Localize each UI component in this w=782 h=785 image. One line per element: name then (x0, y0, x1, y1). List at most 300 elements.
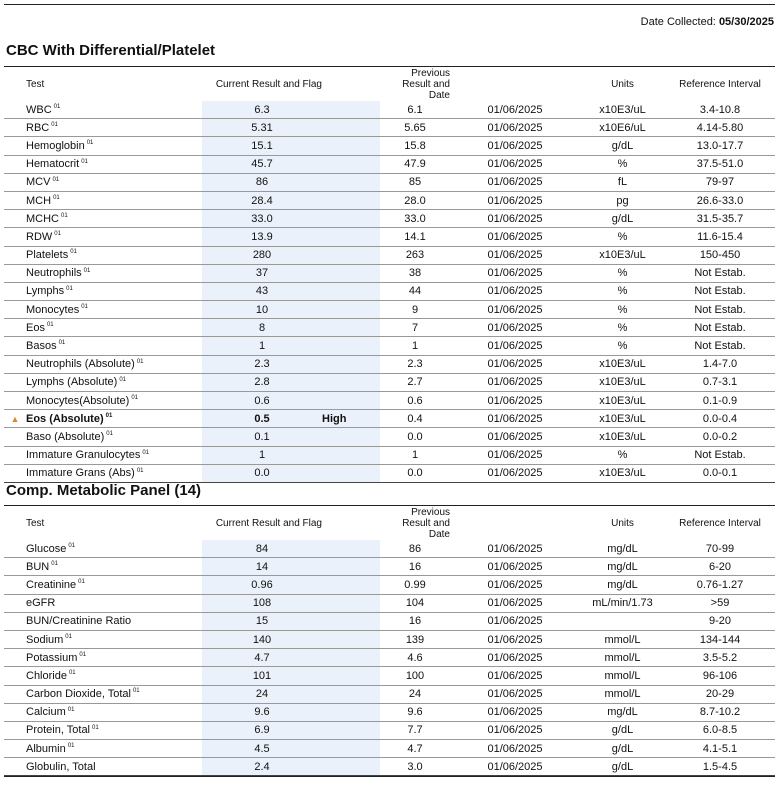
test-name (26, 282, 202, 300)
flag-icon (4, 667, 26, 685)
previous-result: 9 (380, 301, 450, 319)
units: g/dL (580, 721, 665, 739)
previous-date: 01/06/2025 (450, 301, 580, 319)
results-body (4, 101, 775, 482)
test-name (26, 649, 202, 667)
units: fL (580, 173, 665, 191)
table-header-row (4, 507, 775, 540)
lab-code: 01 (132, 688, 140, 695)
units: g/dL (580, 137, 665, 155)
header-reference: Reference Interval (679, 518, 761, 529)
top-rule (4, 4, 775, 5)
previous-result: 1 (380, 337, 450, 355)
current-result: 2.3 (202, 355, 322, 373)
units: % (580, 264, 665, 282)
test-name (26, 428, 202, 446)
lab-code: 01 (70, 249, 77, 256)
test-label: Hematocrit (26, 158, 80, 171)
current-result: 28.4 (202, 191, 322, 209)
table-row (4, 246, 775, 264)
reference-interval: Not Estab. (665, 337, 775, 355)
table-row (4, 594, 775, 612)
test-name (26, 410, 202, 428)
current-result: 4.5 (202, 740, 322, 758)
result-flag (322, 667, 380, 685)
results-table-cmp (4, 507, 775, 776)
header-test: Test (26, 518, 45, 529)
flag-icon (4, 392, 26, 410)
test-name (26, 630, 202, 648)
current-result: 45.7 (202, 155, 322, 173)
lab-code: 01 (58, 340, 66, 347)
previous-result: 1 (380, 446, 450, 464)
table-row (4, 446, 775, 464)
test-label: Lymphs (26, 285, 65, 298)
previous-result: 5.65 (380, 119, 450, 137)
test-label: Sodium (26, 633, 64, 646)
lab-code: 01 (81, 158, 88, 165)
table-row (4, 210, 775, 228)
units: x10E6/uL (580, 119, 665, 137)
current-result: 0.96 (202, 576, 322, 594)
table-row (4, 612, 775, 630)
test-name (26, 594, 202, 612)
test-name (26, 667, 202, 685)
flag-icon (4, 464, 26, 482)
previous-result: 33.0 (380, 210, 450, 228)
reference-interval: 20-29 (665, 685, 775, 703)
lab-code: 01 (61, 213, 68, 220)
reference-interval: 31.5-35.7 (665, 210, 775, 228)
test-name (26, 101, 202, 119)
header-units: Units (611, 518, 634, 529)
result-flag (322, 319, 380, 337)
lab-code: 01 (53, 194, 60, 201)
previous-result: 2.3 (380, 355, 450, 373)
test-label: Creatinine (26, 578, 77, 591)
flag-icon (4, 337, 26, 355)
header-units: Units (611, 79, 634, 90)
reference-interval: 1.5-4.5 (665, 758, 775, 776)
test-name (26, 155, 202, 173)
flag-icon (4, 101, 26, 119)
previous-date: 01/06/2025 (450, 282, 580, 300)
reference-interval: >59 (665, 594, 775, 612)
previous-date: 01/06/2025 (450, 703, 580, 721)
test-name (26, 210, 202, 228)
flag-icon (4, 191, 26, 209)
previous-result: 15.8 (380, 137, 450, 155)
table-row (4, 703, 775, 721)
flag-icon (4, 355, 26, 373)
units: % (580, 228, 665, 246)
units: mg/dL (580, 540, 665, 558)
section-title-cbc: CBC With Differential/Platelet (6, 42, 216, 59)
units: g/dL (580, 210, 665, 228)
test-name (26, 301, 202, 319)
result-flag (322, 246, 380, 264)
test-name (26, 721, 202, 739)
test-label: MCH (26, 194, 52, 207)
previous-result: 16 (380, 558, 450, 576)
test-label: Basos (26, 340, 57, 353)
test-name (26, 576, 202, 594)
test-label: Neutrophils (26, 267, 82, 280)
result-flag (322, 137, 380, 155)
current-result: 37 (202, 264, 322, 282)
table-row (4, 410, 775, 428)
current-result: 280 (202, 246, 322, 264)
test-label: Hemoglobin (26, 139, 85, 152)
previous-result: 7 (380, 319, 450, 337)
flag-icon (4, 282, 26, 300)
units: g/dL (580, 758, 665, 776)
reference-interval: 13.0-17.7 (665, 137, 775, 155)
result-flag (322, 594, 380, 612)
units: pg (580, 191, 665, 209)
header-reference: Reference Interval (679, 79, 761, 90)
lab-code: 01 (52, 176, 60, 183)
previous-result: 3.0 (380, 758, 450, 776)
current-result: 14 (202, 558, 322, 576)
reference-interval: 79-97 (665, 173, 775, 191)
lab-code: 01 (67, 743, 75, 749)
table-row (4, 173, 775, 191)
test-label: BUN/Creatinine Ratio (26, 615, 132, 628)
result-flag (322, 373, 380, 391)
test-name (26, 758, 202, 776)
result-flag (322, 282, 380, 300)
result-flag (322, 228, 380, 246)
table-row (4, 464, 775, 482)
previous-result: 44 (380, 282, 450, 300)
previous-result: 263 (380, 246, 450, 264)
result-flag (322, 685, 380, 703)
lab-code: 01 (136, 467, 144, 474)
previous-result: 139 (380, 630, 450, 648)
reference-interval: 4.1-5.1 (665, 740, 775, 758)
current-result: 15 (202, 612, 322, 630)
lab-code: 01 (92, 724, 99, 731)
table-row (4, 191, 775, 209)
test-name (26, 355, 202, 373)
results-table-cbc (4, 68, 775, 483)
flag-icon (4, 264, 26, 282)
result-flag (322, 355, 380, 373)
previous-result: 38 (380, 264, 450, 282)
test-label: RBC (26, 121, 50, 134)
test-label: Globulin, Total (26, 760, 96, 773)
flag-icon (4, 428, 26, 446)
test-name (26, 685, 202, 703)
test-name (26, 319, 202, 337)
flag-icon (4, 630, 26, 648)
previous-result: 0.99 (380, 576, 450, 594)
previous-result: 28.0 (380, 191, 450, 209)
section-rule (4, 505, 775, 506)
current-result: 2.4 (202, 758, 322, 776)
units: % (580, 301, 665, 319)
table-row (4, 540, 775, 558)
header-current: Current Result and Flag (215, 79, 322, 90)
previous-date: 01/06/2025 (450, 355, 580, 373)
test-name (26, 337, 202, 355)
previous-date: 01/06/2025 (450, 464, 580, 482)
test-label: BUN (26, 560, 50, 573)
previous-result: 0.4 (380, 410, 450, 428)
lab-code: 01 (105, 413, 113, 420)
reference-interval: 0.0-0.1 (665, 464, 775, 482)
lab-code: 01 (68, 670, 76, 677)
flag-icon (4, 210, 26, 228)
previous-date: 01/06/2025 (450, 246, 580, 264)
reference-interval: 0.7-3.1 (665, 373, 775, 391)
table-row (4, 228, 775, 246)
current-result: 0.6 (202, 392, 322, 410)
test-label: Immature Grans (Abs) (26, 467, 135, 480)
lab-code: 01 (51, 122, 58, 129)
lab-code: 01 (67, 706, 75, 713)
result-flag (322, 758, 380, 776)
header-previous: Previous Result and Date (402, 68, 450, 101)
previous-result: 24 (380, 685, 450, 703)
flag-icon (4, 685, 26, 703)
previous-date: 01/06/2025 (450, 410, 580, 428)
test-name (26, 264, 202, 282)
table-row (4, 630, 775, 648)
test-label: Eos (Absolute) (26, 412, 104, 425)
lab-code: 01 (86, 140, 94, 147)
reference-interval: 70-99 (665, 540, 775, 558)
units: mg/dL (580, 703, 665, 721)
previous-date: 01/06/2025 (450, 373, 580, 391)
lab-code: 01 (68, 542, 76, 549)
reference-interval: 0.76-1.27 (665, 576, 775, 594)
test-label: Albumin (26, 742, 66, 755)
flag-icon (4, 612, 26, 630)
previous-result: 100 (380, 667, 450, 685)
previous-date: 01/06/2025 (450, 667, 580, 685)
result-flag (322, 173, 380, 191)
test-name (26, 373, 202, 391)
flag-icon (4, 540, 26, 558)
previous-result: 86 (380, 540, 450, 558)
flag-icon (4, 228, 26, 246)
reference-interval: 1.4-7.0 (665, 355, 775, 373)
current-result: 9.6 (202, 703, 322, 721)
table-row (4, 119, 775, 137)
flag-icon (4, 703, 26, 721)
test-name (26, 246, 202, 264)
test-label: Lymphs (Absolute) (26, 376, 118, 389)
flag-icon (4, 594, 26, 612)
test-label: Calcium (26, 706, 66, 719)
result-flag (322, 301, 380, 319)
current-result: 1 (202, 337, 322, 355)
flag-icon (4, 373, 26, 391)
date-collected-value: 05/30/2025 (718, 16, 774, 28)
result-flag (322, 210, 380, 228)
previous-date: 01/06/2025 (450, 155, 580, 173)
previous-date: 01/06/2025 (450, 228, 580, 246)
result-flag (322, 558, 380, 576)
reference-interval: 0.1-0.9 (665, 392, 775, 410)
result-flag (322, 612, 380, 630)
lab-code: 01 (46, 322, 54, 329)
test-label: Carbon Dioxide, Total (26, 688, 131, 701)
previous-result: 9.6 (380, 703, 450, 721)
result-flag (322, 576, 380, 594)
current-result: 24 (202, 685, 322, 703)
previous-date: 01/06/2025 (450, 264, 580, 282)
previous-date: 01/06/2025 (450, 137, 580, 155)
previous-result: 104 (380, 594, 450, 612)
table-row (4, 337, 775, 355)
table-row (4, 392, 775, 410)
test-label: Protein, Total (26, 724, 91, 737)
units: x10E3/uL (580, 355, 665, 373)
units: % (580, 155, 665, 173)
reference-interval: 96-106 (665, 667, 775, 685)
lab-code: 01 (65, 633, 72, 640)
flag-icon (4, 758, 26, 776)
lab-code: 01 (54, 231, 61, 238)
test-name (26, 558, 202, 576)
table-header-row (4, 68, 775, 101)
date-collected: Date Collected: 05/30/2025 (640, 16, 774, 28)
test-label: WBC (26, 103, 52, 116)
current-result: 0.1 (202, 428, 322, 446)
lab-code: 01 (79, 652, 87, 659)
table-row (4, 558, 775, 576)
current-result: 4.7 (202, 649, 322, 667)
reference-interval: 0.0-0.2 (665, 428, 775, 446)
test-label: Baso (Absolute) (26, 430, 105, 443)
units: mmol/L (580, 667, 665, 685)
units: mmol/L (580, 649, 665, 667)
flag-icon (4, 301, 26, 319)
previous-date: 01/06/2025 (450, 630, 580, 648)
test-name (26, 446, 202, 464)
previous-result: 14.1 (380, 228, 450, 246)
previous-date: 01/06/2025 (450, 392, 580, 410)
units: x10E3/uL (580, 392, 665, 410)
reference-interval: 3.5-5.2 (665, 649, 775, 667)
reference-interval: 6-20 (665, 558, 775, 576)
results-body (4, 540, 775, 776)
test-name (26, 540, 202, 558)
units: x10E3/uL (580, 464, 665, 482)
table-row (4, 282, 775, 300)
reference-interval: 11.6-15.4 (665, 228, 775, 246)
section-title-cmp: Comp. Metabolic Panel (14) (6, 482, 202, 499)
result-flag (322, 191, 380, 209)
test-name (26, 740, 202, 758)
test-label: RDW (26, 230, 53, 243)
previous-result: 0.6 (380, 392, 450, 410)
result-flag (322, 630, 380, 648)
previous-result: 47.9 (380, 155, 450, 173)
flag-icon (4, 558, 26, 576)
current-result: 0.0 (202, 464, 322, 482)
test-name (26, 228, 202, 246)
current-result: 15.1 (202, 137, 322, 155)
test-label: Glucose (26, 542, 67, 555)
reference-interval: Not Estab. (665, 446, 775, 464)
lab-code: 01 (136, 358, 144, 365)
flag-icon (4, 137, 26, 155)
test-label: Eos (26, 321, 45, 334)
previous-result: 16 (380, 612, 450, 630)
flag-icon (4, 319, 26, 337)
current-result: 140 (202, 630, 322, 648)
previous-date: 01/06/2025 (450, 558, 580, 576)
current-result: 0.5 (202, 410, 322, 428)
previous-result: 4.7 (380, 740, 450, 758)
lab-code: 01 (53, 103, 61, 110)
previous-date: 01/06/2025 (450, 685, 580, 703)
previous-date: 01/06/2025 (450, 576, 580, 594)
previous-date: 01/06/2025 (450, 612, 580, 630)
flag-icon (4, 173, 26, 191)
units: x10E3/uL (580, 246, 665, 264)
previous-result: 0.0 (380, 464, 450, 482)
test-name (26, 612, 202, 630)
units: % (580, 282, 665, 300)
previous-result: 4.6 (380, 649, 450, 667)
units: mg/dL (580, 576, 665, 594)
test-name (26, 392, 202, 410)
test-name (26, 173, 202, 191)
units: mg/dL (580, 558, 665, 576)
previous-date: 01/06/2025 (450, 428, 580, 446)
previous-date: 01/06/2025 (450, 758, 580, 776)
table-row (4, 721, 775, 739)
units: x10E3/uL (580, 410, 665, 428)
section-rule (4, 66, 775, 67)
result-flag: High (322, 410, 380, 428)
current-result: 1 (202, 446, 322, 464)
table-row (4, 264, 775, 282)
lab-code: 01 (81, 304, 88, 310)
test-label: Potassium (26, 651, 78, 664)
lab-code: 01 (83, 267, 91, 274)
flag-icon (4, 649, 26, 667)
previous-date: 01/06/2025 (450, 173, 580, 191)
header-test: Test (26, 79, 45, 90)
reference-interval: Not Estab. (665, 319, 775, 337)
result-flag (322, 264, 380, 282)
current-result: 86 (202, 173, 322, 191)
result-flag (322, 446, 380, 464)
test-label: Monocytes(Absolute) (26, 394, 130, 407)
result-flag (322, 392, 380, 410)
result-flag (322, 540, 380, 558)
flag-icon (4, 155, 26, 173)
reference-interval: 26.6-33.0 (665, 191, 775, 209)
previous-result: 0.0 (380, 428, 450, 446)
test-name (26, 464, 202, 482)
previous-date: 01/06/2025 (450, 649, 580, 667)
current-result: 6.9 (202, 721, 322, 739)
reference-interval: 0.0-0.4 (665, 410, 775, 428)
current-result: 101 (202, 667, 322, 685)
test-name (26, 703, 202, 721)
lab-code: 01 (119, 376, 126, 383)
previous-date: 01/06/2025 (450, 540, 580, 558)
table-row (4, 155, 775, 173)
current-result: 43 (202, 282, 322, 300)
